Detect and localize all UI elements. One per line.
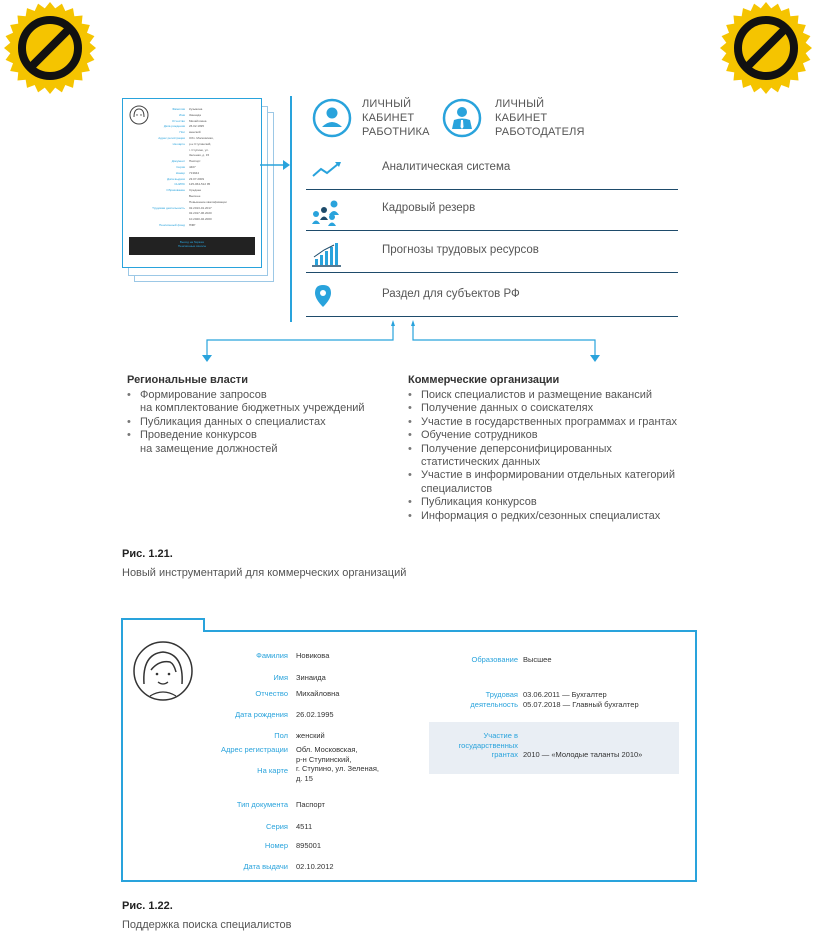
employee-cabinet-icon [312, 98, 352, 138]
avatar-icon [129, 105, 149, 125]
card-field-key: Отчество [255, 689, 288, 698]
card-field-key: На карте [257, 766, 288, 775]
menu-regions[interactable] [306, 277, 678, 317]
card-field-value: Зинаида [296, 673, 326, 682]
card-field-value: Новикова [296, 651, 330, 660]
card-field-value: женский [296, 731, 325, 740]
menu-personnel-reserve-label: Кадровый резерв [382, 202, 476, 214]
card-field-value: Михайловна [296, 689, 340, 698]
grant-value: 2010 — «Молодые таланты 2010» [523, 750, 643, 759]
card-field-key: Дата выдачи [243, 862, 288, 871]
list-item: • Участие в информировании отдельных категорий специалистов [408, 469, 677, 496]
card-field-key: Фамилия [256, 651, 288, 660]
regional-list [127, 389, 365, 456]
card-field-key: Имя [273, 673, 288, 682]
menu-labor-forecast[interactable] [306, 233, 678, 273]
grant-key: Участие в государственных грантах [458, 731, 518, 759]
list-item: • Публикация данных о специалистах [127, 416, 365, 429]
prohibition-badge-left-icon [2, 0, 98, 96]
prohibition-badge-right-icon [718, 0, 814, 96]
employer-cabinet-label: ЛИЧНЫЙ КАБИНЕТ РАБОТОДАТЕЛЯ [495, 98, 585, 138]
menu-regions-label: Раздел для субъектов РФ [382, 288, 520, 300]
regional-title: Региональные власти [127, 374, 248, 386]
card-field-key: Тип документа [236, 800, 288, 809]
menu-labor-forecast-label: Прогнозы трудовых ресурсов [382, 244, 539, 256]
location-pin-icon [310, 283, 344, 313]
mini-doc-bar: Выход на биржах Пенсионные взносы [129, 237, 255, 255]
card-field-key: Дата рождения [235, 710, 288, 719]
card-field-key: Адрес регистрации [220, 745, 288, 754]
list-item: • Получение деперсонифицированных статистических данных [408, 443, 677, 470]
people-group-icon [310, 197, 344, 227]
menu-personnel-reserve[interactable] [306, 191, 678, 231]
card-field-value: Обл. Московская, р-н Ступинский, г. Ступино, ул. Зеленая, д. 15 [296, 745, 379, 783]
doc-sheet-front: Фамилия Кузьмина Имя Зинаида Отчество Михайловна Дата рождения 26.02.1995 Пол женский Адрес регистрации Обл. Московская, На карте р-н Ступинский, г. Ступино, ул. Зеленая, д. 15 Документ Паспорт Серия 4407 Номер 713944 Дата выдачи 23.07.2009 СНИЛС 125-064-512 95 Образование Среднее Высшее Повышение квалификации Трудовая деятельность 02.2013-01.2017 02.2017-06.2020 10.2020-02.2000 Пенсионный фонд ПФР Выход на биржах Пенсионные взносы [122, 98, 262, 268]
figure-caption: Поддержка поиска специалистов [122, 919, 292, 931]
trend-line-icon [310, 156, 344, 184]
bar-chart-icon [310, 239, 344, 269]
list-item: • Информация о редких/сезонных специалистах [408, 510, 677, 523]
menu-analytics-label: Аналитическая система [382, 161, 511, 173]
card-field-value: Паспорт [296, 800, 325, 809]
list-item: • Поиск специалистов и размещение вакансий [408, 389, 677, 402]
list-item: • Публикация конкурсов [408, 496, 677, 509]
figure-caption: Новый инструментарий для коммерческих организаций [122, 567, 407, 579]
card-field-key: Серия [265, 822, 288, 831]
menu-analytics[interactable] [306, 150, 678, 190]
list-item: • Получение данных о соискателях [408, 402, 677, 415]
arrow-to-menu-icon [258, 158, 292, 172]
list-item: • Обучение сотрудников [408, 429, 677, 442]
card-field-key: Номер [264, 841, 288, 850]
employee-cabinet-label: ЛИЧНЫЙ КАБИНЕТ РАБОТНИКА [362, 98, 430, 138]
education-key: Образование [471, 655, 518, 664]
work-value: 03.06.2011 — Бухгалтер 05.07.2018 — Главный бухгалтер [523, 690, 639, 709]
card-field-key: Пол [274, 731, 288, 740]
list-item: • Формирование запросов на комплектование бюджетных учреждений [127, 389, 365, 416]
work-key: Трудовая деятельность [470, 690, 518, 709]
education-value: Высшее [523, 655, 552, 664]
diagram-divider [290, 96, 292, 322]
card-field-value: 02.10.2012 [296, 862, 334, 871]
figure-number: Рис. 1.21. [122, 548, 173, 560]
card-field-value: 895001 [296, 841, 322, 850]
list-item: • Участие в государственных программах и грантах [408, 416, 677, 429]
card-field-value: 26.02.1995 [296, 710, 334, 719]
commercial-list [408, 389, 677, 523]
list-item: • Проведение конкурсов на замещение должностей [127, 429, 365, 456]
employer-cabinet-icon [442, 98, 482, 138]
branch-arrows-icon [195, 318, 605, 366]
commercial-title: Коммерческие организации [408, 374, 560, 386]
card-field-value: 4511 [296, 822, 313, 831]
figure-number: Рис. 1.22. [122, 900, 173, 912]
